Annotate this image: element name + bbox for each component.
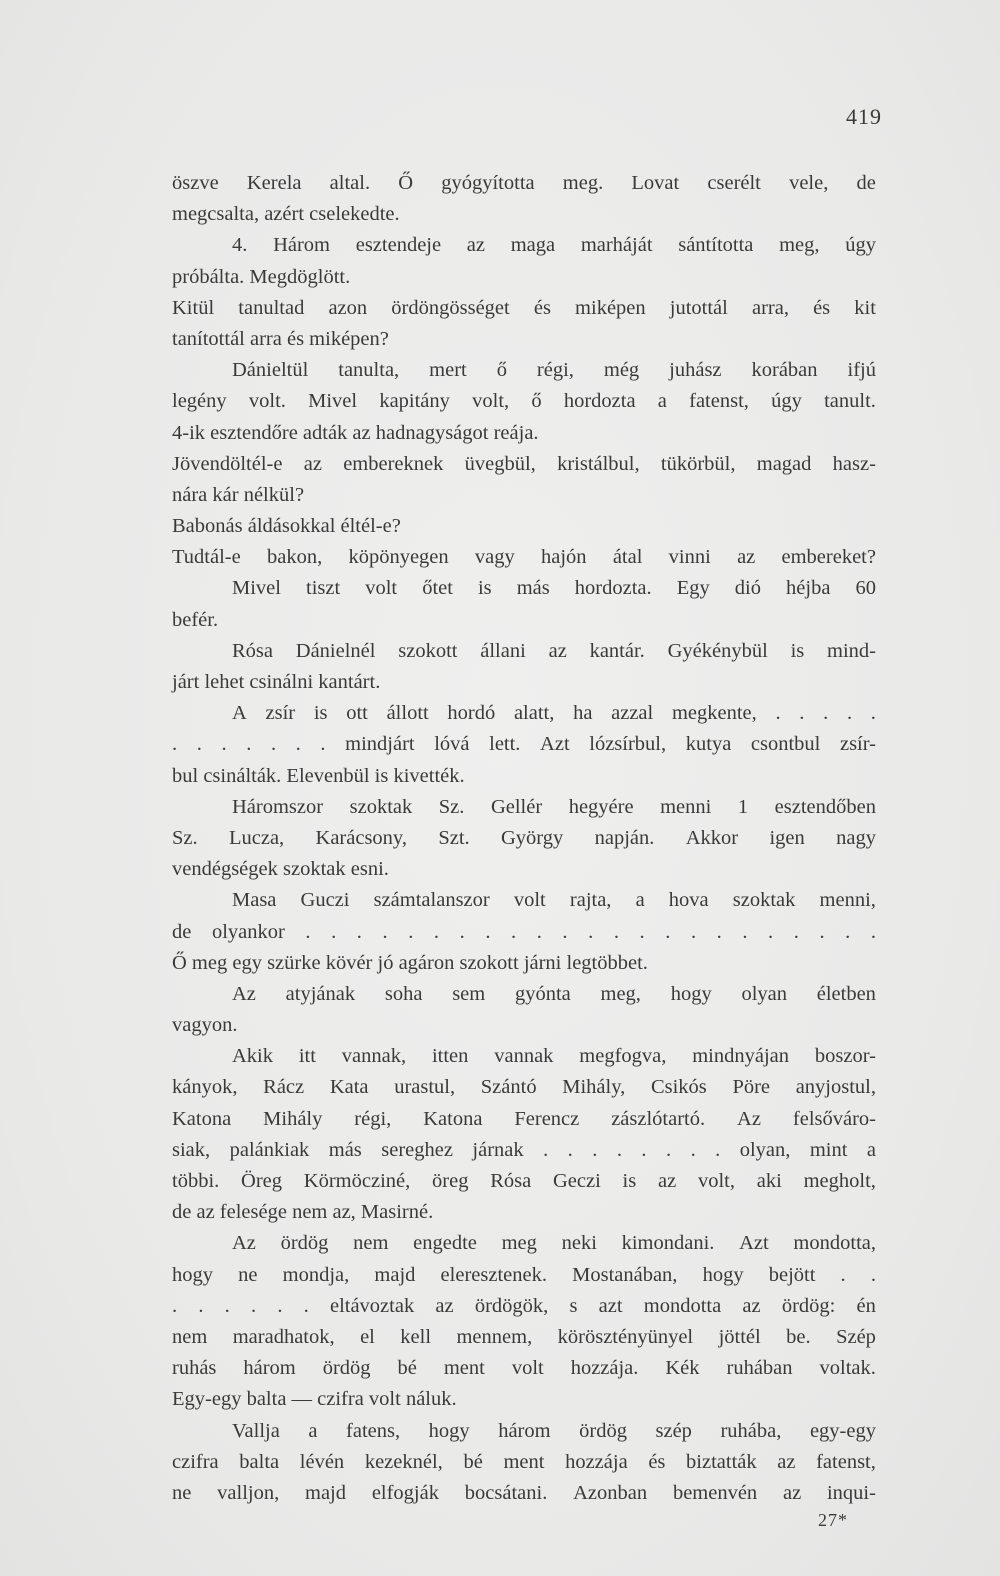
text-line: többi. Öreg Körmöcziné, öreg Rósa Geczi is az volt, aki megholt,: [172, 1170, 876, 1192]
text-line: Tudtál-e bakon, köpönyegen vagy hajón átal vinni az embereket?: [172, 546, 876, 569]
text-line: Akik itt vannak, itten vannak megfogva, mindnyájan boszor-: [232, 1045, 876, 1068]
text-line: nára kár nélkül?: [172, 483, 305, 506]
text-line: befér.: [172, 608, 219, 631]
text-line: . . . . . . . mindjárt lóvá lett. Azt lózsírbul, kutya csontbul zsír-: [172, 733, 876, 756]
text-line: hogy ne mondja, majd eleresztenek. Mostanában, hogy bejött . .: [172, 1263, 876, 1286]
text-line: nem maradhatok, el kell mennem, körösztényünyel jöttél be. Szép: [172, 1325, 876, 1348]
text-line: Babonás áldásokkal éltél-e?: [172, 515, 401, 538]
text-line: járt lehet csinálni kantárt.: [172, 671, 381, 693]
text-line: Kitül tanultad azon ördöngösséget és miképen jutottál arra, és kit: [172, 296, 876, 319]
text-line: ruhás három ördög bé ment volt hozzája. Kék ruhában voltak.: [172, 1357, 876, 1380]
text-line: ne valljon, majd elfogják bocsátani. Azonban bemenvén az inqui-: [172, 1481, 876, 1504]
text-line: tanítottál arra és miképen?: [172, 327, 389, 350]
text-line: czifra balta lévén kezeknél, bé ment hozzája és biztatták az fatenst,: [172, 1450, 876, 1473]
text-line: 4. Három esztendeje az maga marháját sántította meg, úgy: [232, 234, 876, 257]
text-line: Sz. Lucza, Karácsony, Szt. György napján. Akkor igen nagy: [172, 826, 876, 849]
text-line: Háromszor szoktak Sz. Gellér hegyére menni 1 esztendőben: [232, 795, 876, 818]
text-line: Egy-egy balta — czifra volt náluk.: [172, 1388, 457, 1411]
text-line: Mivel tiszt volt őtet is más hordozta. Egy dió héjba 60: [232, 577, 876, 600]
page-number: 419: [846, 104, 882, 129]
text-line: Rósa Dánielnél szokott állani az kantár. Gyékénybül is mind-: [232, 639, 876, 662]
text-line: Vallja a fatens, hogy három ördög szép ruhába, egy-egy: [232, 1419, 876, 1442]
text-line: Az ördög nem engedte meg neki kimondani. Azt mondotta,: [232, 1232, 876, 1255]
text-line: A zsír is ott állott hordó alatt, ha azzal megkente, . . . . .: [232, 702, 876, 725]
text-line: Dánieltül tanulta, mert ő régi, még juhász korában ifjú: [232, 359, 876, 382]
text-line: Katona Mihály régi, Katona Ferencz zászlótartó. Az felsőváro-: [172, 1107, 876, 1130]
text-line: Az atyjának soha sem gyónta meg, hogy olyan életben: [232, 982, 876, 1005]
signature-mark: 27*: [818, 1510, 848, 1530]
text-line: . . . . . . eltávoztak az ördögök, s azt mondotta az ördög: én: [172, 1294, 876, 1317]
text-line: bul csinálták. Elevenbül is kivették.: [172, 764, 465, 787]
text-line: siak, palánkiak más sereghez járnak . . . . . . . . olyan, mint a: [172, 1138, 876, 1161]
text-line: Masa Guczi számtalanszor volt rajta, a hova szoktak menni,: [232, 889, 876, 912]
body-text: [172, 168, 876, 1509]
text-line: de olyankor . . . . . . . . . . . . . . . . . . . . . . .: [172, 920, 876, 943]
text-line: de az felesége nem az, Masirné.: [172, 1201, 434, 1224]
text-line: Ő meg egy szürke kövér jó agáron szokott járni legtöbbet.: [172, 951, 648, 974]
text-line: legény volt. Mivel kapitány volt, ő hordozta a fatenst, úgy tanult.: [172, 390, 876, 413]
text-line: megcsalta, azért cselekedte.: [172, 203, 400, 226]
text-line: vendégségek szoktak esni.: [172, 858, 389, 881]
text-line: Jövendöltél-e az embereknek üvegbül, kristálbul, tükörbül, magad hasz-: [172, 452, 876, 475]
text-line: próbálta. Megdöglött.: [172, 265, 351, 288]
text-line: 4-ik esztendőre adták az hadnagyságot reája.: [172, 421, 539, 444]
text-line: öszve Kerela altal. Ő gyógyította meg. Lovat cserélt vele, de: [172, 172, 876, 194]
text-line: kányok, Rácz Kata urastul, Szántó Mihály, Csikós Pöre anyjostul,: [172, 1076, 876, 1099]
text-line: vagyon.: [172, 1014, 238, 1037]
